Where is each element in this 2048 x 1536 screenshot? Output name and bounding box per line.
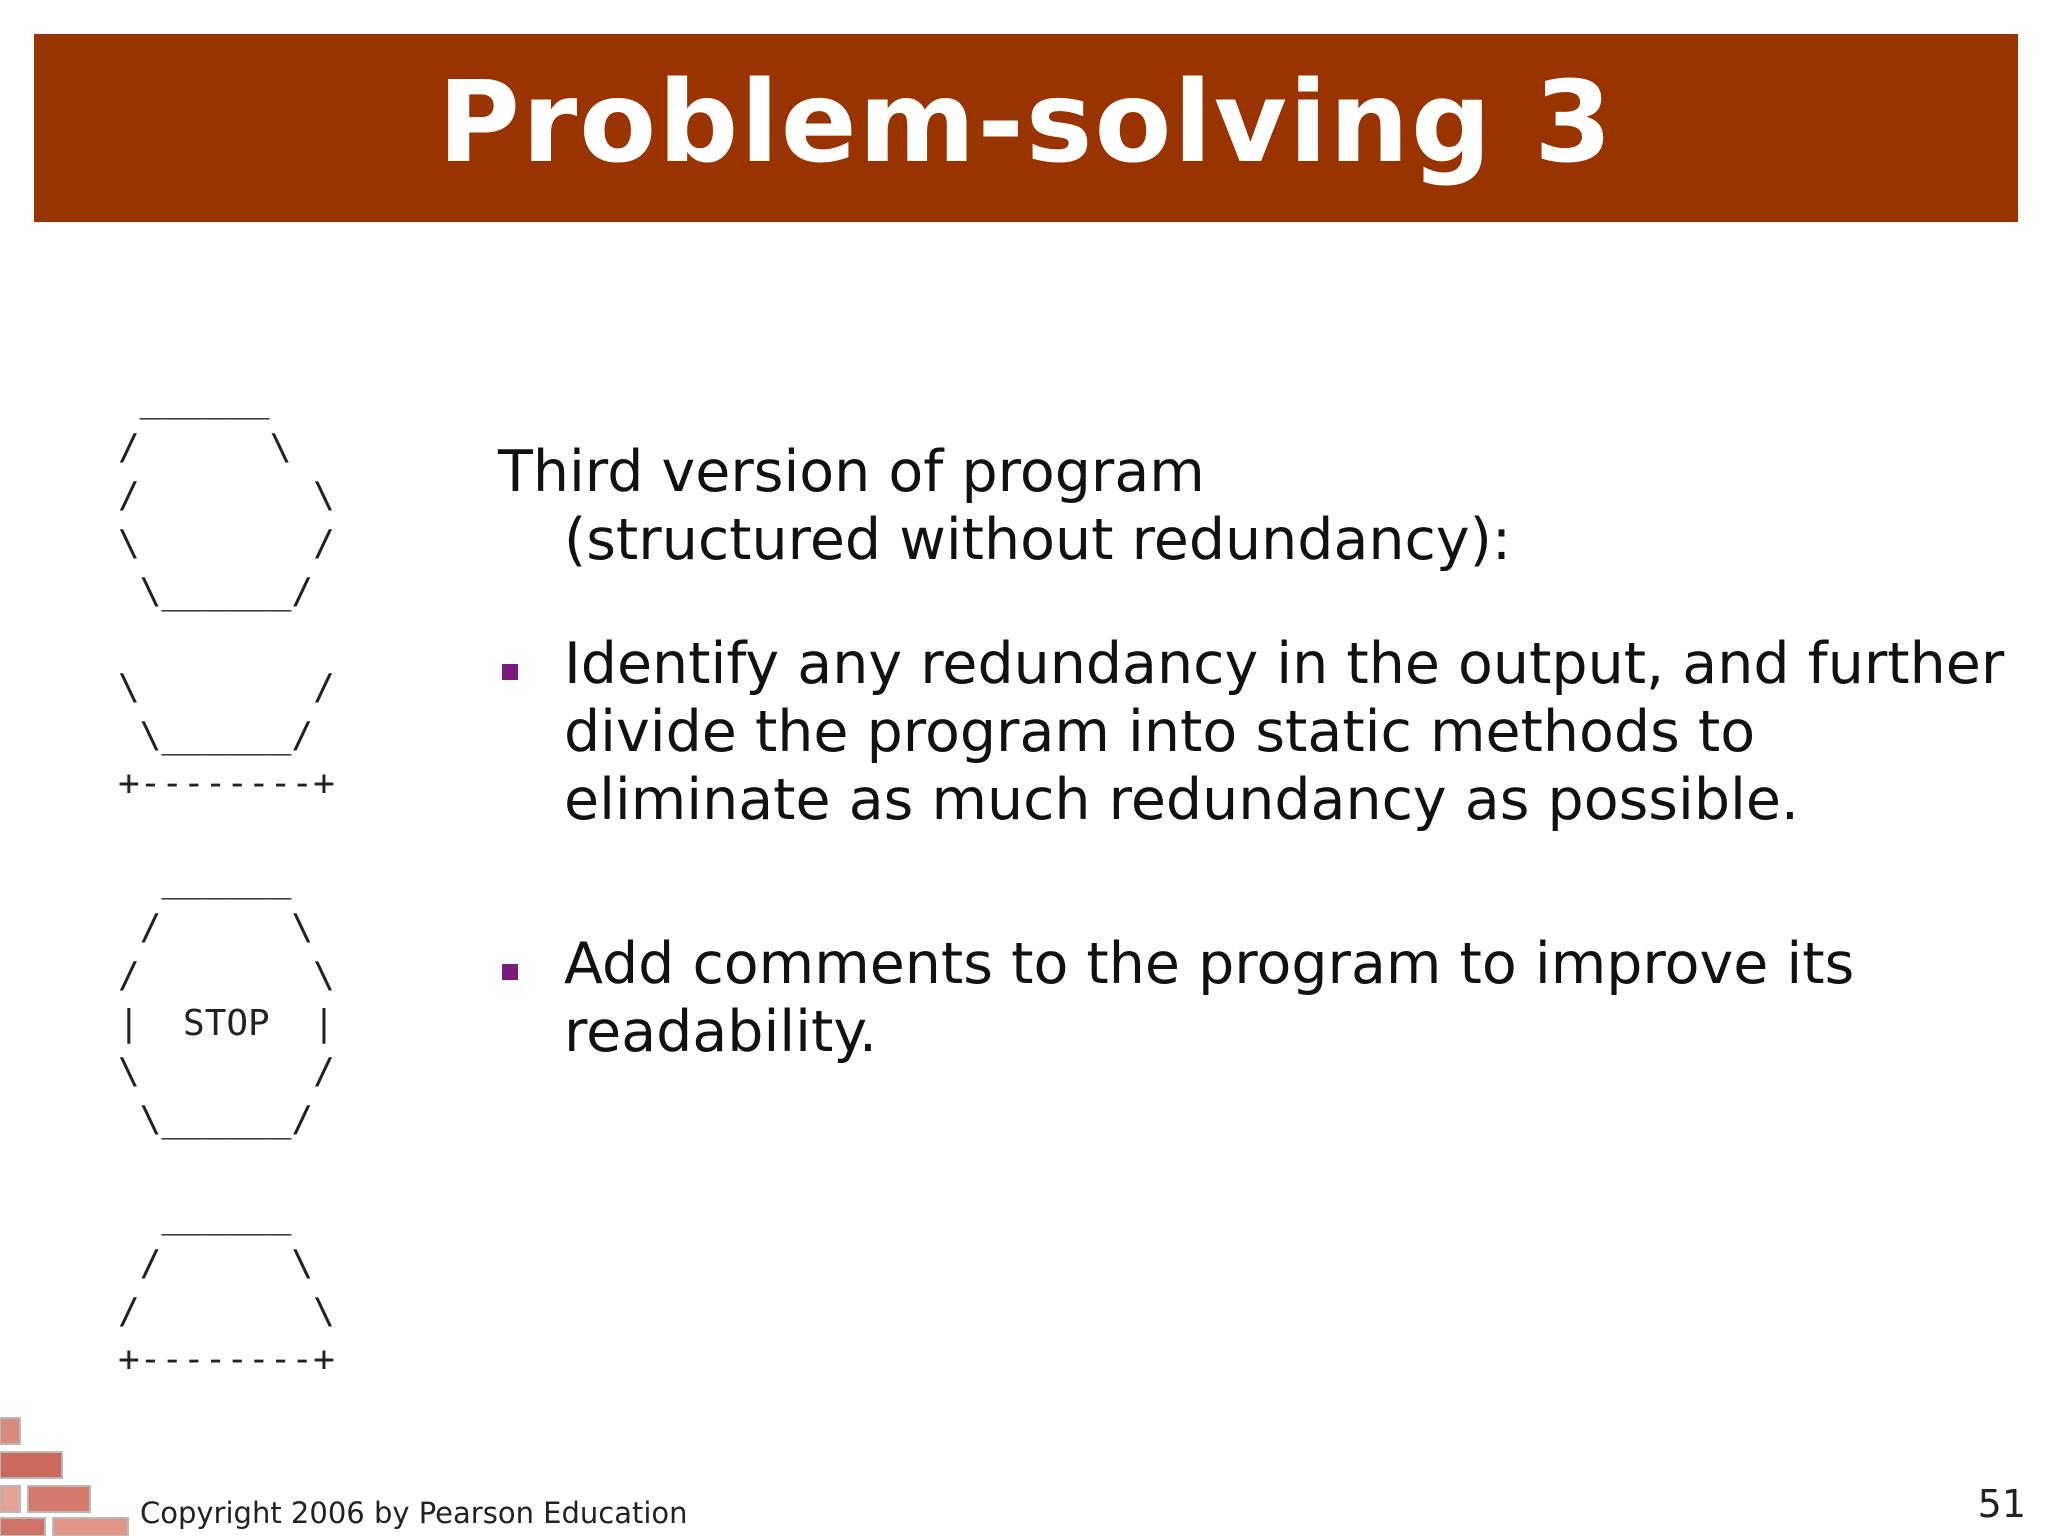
square-bullet-icon <box>502 964 518 980</box>
square-bullet-icon <box>502 664 518 680</box>
ascii-figure: ______ / \ / \ \ / \______/ \ / \______/ +--------+ ______ / \ / \ | STOP | \ / \______/ ______ / \ / \ +--------+ <box>118 379 335 1380</box>
intro-line-2: (structured without redundancy): <box>564 507 1512 573</box>
bullet-text-line: divide the program into static methods to <box>564 699 1756 765</box>
bullet-list <box>498 630 2028 1162</box>
brick-wall-icon <box>0 1408 140 1536</box>
page-title: Problem-solving 3 <box>437 58 1615 188</box>
title-bar <box>34 34 2018 222</box>
intro-text <box>498 438 1998 574</box>
intro-line-1: Third version of program <box>498 439 1205 505</box>
copyright-text: Copyright 2006 by Pearson Education <box>140 1496 688 1530</box>
bullet-item <box>498 930 2028 1066</box>
bullet-text-line: Identify any redundancy in the output, and further <box>564 631 2005 697</box>
page-number: 51 <box>1977 1482 2026 1526</box>
bullet-item <box>498 630 2028 834</box>
bullet-text-line: Add comments to the program to improve its <box>564 931 1855 997</box>
bullet-text-line: readability. <box>564 999 878 1065</box>
bullet-text-line: eliminate as much redundancy as possible. <box>564 767 1800 833</box>
